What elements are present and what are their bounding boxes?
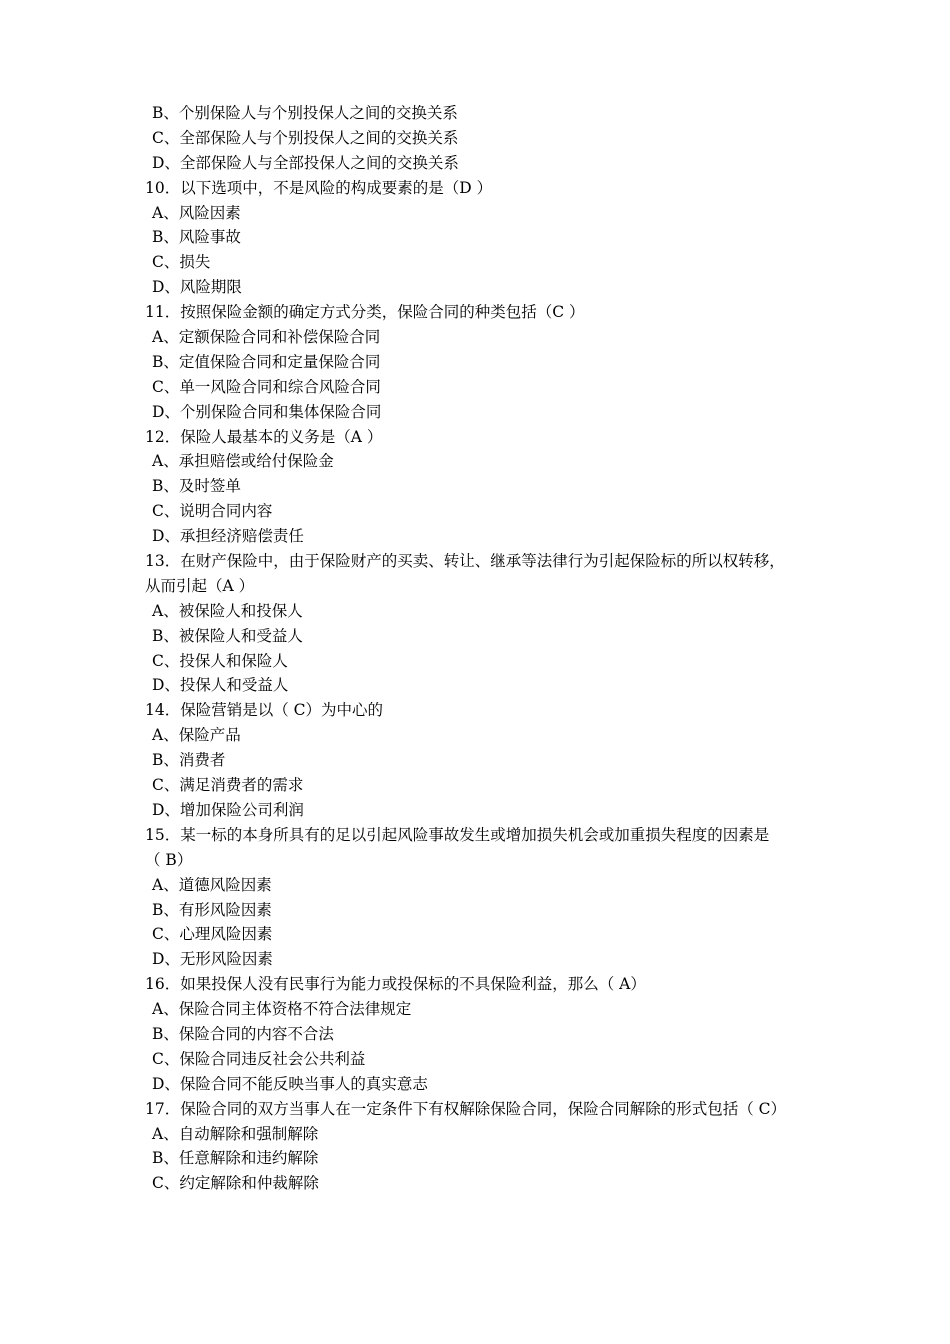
option-line: A、风险因素 (152, 203, 241, 222)
option-line: C、损失 (152, 253, 211, 272)
question-line: 11．按照保险金额的确定方式分类，保险合同的种类包括（C ） (145, 303, 585, 322)
option-line: A、保险产品 (152, 726, 241, 745)
option-line: B、个别保险人与个别投保人之间的交换关系 (152, 104, 458, 122)
option-line: D、个别保险合同和集体保险合同 (152, 402, 382, 421)
document-body (145, 101, 825, 1196)
option-line: B、消费者 (152, 751, 226, 770)
question-line: 12．保险人最基本的义务是（A ） (145, 427, 383, 446)
question-line: 10．以下选项中，不是风险的构成要素的是（D ） (145, 178, 493, 197)
option-line: D、风险期限 (152, 278, 242, 297)
option-line: C、单一风险合同和综合风险合同 (152, 377, 381, 396)
question-line: 13．在财产保险中，由于保险财产的买卖、转让、继承等法律行为引起保险标的所以权转移， (145, 552, 785, 571)
question-line: 14．保险营销是以（ C）为中心的 (145, 701, 384, 720)
option-line: A、被保险人和投保人 (152, 601, 303, 620)
option-line: C、投保人和保险人 (152, 651, 288, 670)
option-line: D、保险合同不能反映当事人的真实意志 (152, 1074, 428, 1093)
option-line: C、全部保险人与个别投保人之间的交换关系 (152, 128, 459, 147)
option-line: A、自动解除和强制解除 (152, 1124, 319, 1143)
question-line: 17．保险合同的双方当事人在一定条件下有权解除保险合同，保险合同解除的形式包括（ C） (145, 1099, 787, 1118)
option-line: C、保险合同违反社会公共利益 (152, 1049, 366, 1068)
option-line: B、被保险人和受益人 (152, 626, 303, 645)
question-line: 16．如果投保人没有民事行为能力或投保标的不具保险利益，那么（ A） (145, 975, 646, 994)
option-line: B、任意解除和违约解除 (152, 1149, 319, 1168)
option-line: C、心理风险因素 (152, 925, 273, 944)
option-line: C、满足消费者的需求 (152, 776, 304, 795)
question-line: 15．某一标的本身所具有的足以引起风险事故发生或增加损失机会或加重损失程度的因素是 (145, 825, 770, 844)
option-line: D、承担经济赔偿责任 (152, 527, 304, 546)
option-line: D、全部保险人与全部投保人之间的交换关系 (152, 153, 459, 172)
question-line-continued: （ B） (145, 850, 193, 869)
option-line: D、无形风险因素 (152, 950, 273, 969)
option-line: D、增加保险公司利润 (152, 800, 304, 819)
option-line: C、说明合同内容 (152, 502, 273, 521)
option-line: A、承担赔偿或给付保险金 (152, 452, 334, 471)
option-line: A、道德风险因素 (152, 875, 272, 894)
option-line: D、投保人和受益人 (152, 676, 289, 695)
option-line: C、约定解除和仲裁解除 (152, 1174, 319, 1193)
option-line: B、保险合同的内容不合法 (152, 1024, 334, 1043)
option-line: B、及时签单 (152, 477, 241, 496)
option-line: A、保险合同主体资格不符合法律规定 (152, 1000, 412, 1019)
option-line: A、定额保险合同和补偿保险合同 (152, 328, 381, 347)
option-line: B、有形风险因素 (152, 900, 272, 919)
option-line: B、风险事故 (152, 228, 241, 247)
option-line: B、定值保险合同和定量保险合同 (152, 352, 381, 371)
question-line-continued: 从而引起（A ） (145, 576, 255, 595)
